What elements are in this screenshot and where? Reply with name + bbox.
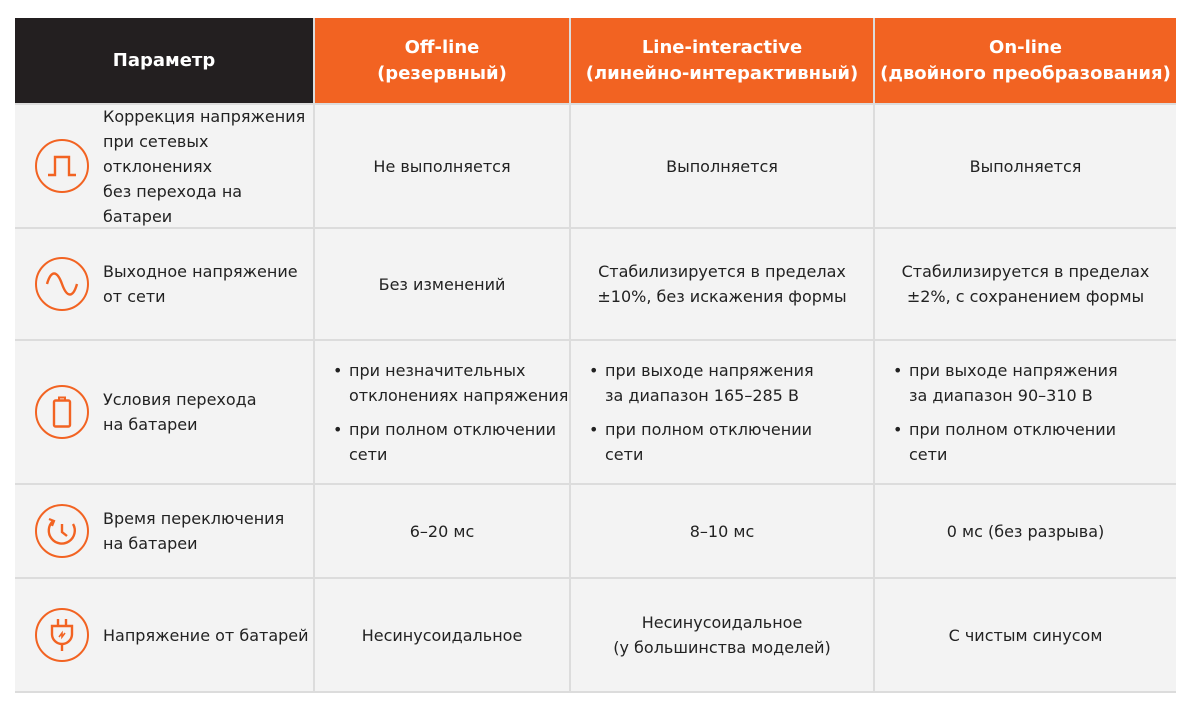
bullet: • [589, 419, 599, 439]
condition-list [589, 358, 814, 467]
value-text: Стабилизируется в пределах [598, 262, 846, 281]
header-online-subtitle: (двойного преобразования) [880, 62, 1171, 84]
value-text: Выполняется [969, 156, 1082, 176]
value-text: Не выполняется [373, 156, 511, 176]
bullet: • [333, 419, 343, 439]
header-line-interactive-subtitle: (линейно-интерактивный) [585, 62, 859, 84]
header-offline-title: Off-line [404, 36, 480, 58]
value-cell [571, 485, 873, 577]
param-cell-battery-voltage [15, 579, 313, 691]
value-cell [315, 229, 569, 339]
value-text: (у большинства моделей) [613, 638, 831, 657]
param-label-line: без перехода на батареи [103, 181, 243, 226]
list-item-text: сети [909, 444, 948, 464]
battery-icon [35, 385, 89, 439]
condition-list [893, 358, 1118, 467]
param-label-line: при сетевых отклонениях [103, 131, 213, 176]
value-cell [315, 579, 569, 691]
value-text: Несинусоидальное [641, 613, 803, 632]
value-text: 8–10 мс [689, 521, 755, 541]
list-item-text: за диапазон 165–285 В [605, 385, 799, 405]
param-label-line: Выходное напряжение [103, 262, 298, 281]
value-text: ±2%, с сохранением формы [906, 287, 1145, 306]
value-cell [315, 485, 569, 577]
header-line-interactive-title: Line-interactive [641, 36, 803, 58]
bullet: • [589, 360, 599, 380]
value-cell [315, 341, 569, 483]
value-cell [571, 579, 873, 691]
value-text: 6–20 мс [409, 521, 475, 541]
ups-comparison-table [15, 18, 1176, 693]
header-param [15, 18, 313, 103]
value-cell [875, 341, 1176, 483]
list-item-text: при полном отключении [605, 419, 813, 439]
list-item [893, 358, 1118, 408]
list-item-text: при выходе напряжения [605, 360, 814, 380]
header-offline-subtitle: (резервный) [377, 62, 507, 84]
value-cell [875, 579, 1176, 691]
list-item-text: сети [605, 444, 644, 464]
list-item-text: отклонениях напряжения [349, 385, 569, 405]
param-label-line: на батареи [103, 415, 198, 434]
list-item-text: сети [349, 444, 388, 464]
header-online-title: On-line [989, 36, 1062, 58]
list-item-text: за диапазон 90–310 В [909, 385, 1093, 405]
value-cell [875, 229, 1176, 339]
square-wave-icon [35, 139, 89, 193]
param-label-line: Условия перехода [103, 390, 257, 409]
value-text: Стабилизируется в пределах [901, 262, 1150, 281]
list-item [893, 417, 1118, 467]
bullet: • [893, 419, 903, 439]
value-cell [875, 485, 1176, 577]
list-item-text: при выходе напряжения [909, 360, 1118, 380]
param-cell-switch-time [15, 485, 313, 577]
param-label-line: Напряжение от батарей [103, 625, 309, 645]
clock-icon [35, 504, 89, 558]
value-cell [571, 341, 873, 483]
value-text: Несинусоидальное [361, 625, 523, 645]
param-label-line: на батареи [103, 534, 198, 553]
condition-list [333, 358, 568, 467]
value-text: Без изменений [378, 274, 506, 294]
plug-icon [35, 608, 89, 662]
param-cell-output-voltage [15, 229, 313, 339]
header-line-interactive [571, 18, 873, 103]
list-item [589, 417, 814, 467]
value-text: ±10%, без искажения формы [597, 287, 847, 306]
header-offline [315, 18, 569, 103]
value-cell [875, 105, 1176, 227]
value-text: 0 мс (без разрыва) [946, 521, 1105, 541]
value-cell [315, 105, 569, 227]
list-item-text: при полном отключении [909, 419, 1117, 439]
header-online [875, 18, 1176, 103]
param-label-line: Коррекция напряжения [103, 106, 306, 126]
value-cell [571, 229, 873, 339]
sine-wave-icon [35, 257, 89, 311]
list-item [333, 358, 568, 408]
param-label-line: от сети [103, 287, 166, 306]
list-item-text: при полном отключении [349, 419, 557, 439]
value-text: Выполняется [666, 156, 778, 176]
value-text: С чистым синусом [948, 625, 1103, 645]
header-param-label: Параметр [112, 49, 216, 71]
param-cell-correction [15, 105, 313, 227]
param-label-line: Время переключения [103, 509, 285, 528]
list-item-text: при незначительных [349, 360, 526, 380]
bullet: • [893, 360, 903, 380]
bullet: • [333, 360, 343, 380]
param-cell-switch-conditions [15, 341, 313, 483]
value-cell [571, 105, 873, 227]
list-item [333, 417, 568, 467]
list-item [589, 358, 814, 408]
